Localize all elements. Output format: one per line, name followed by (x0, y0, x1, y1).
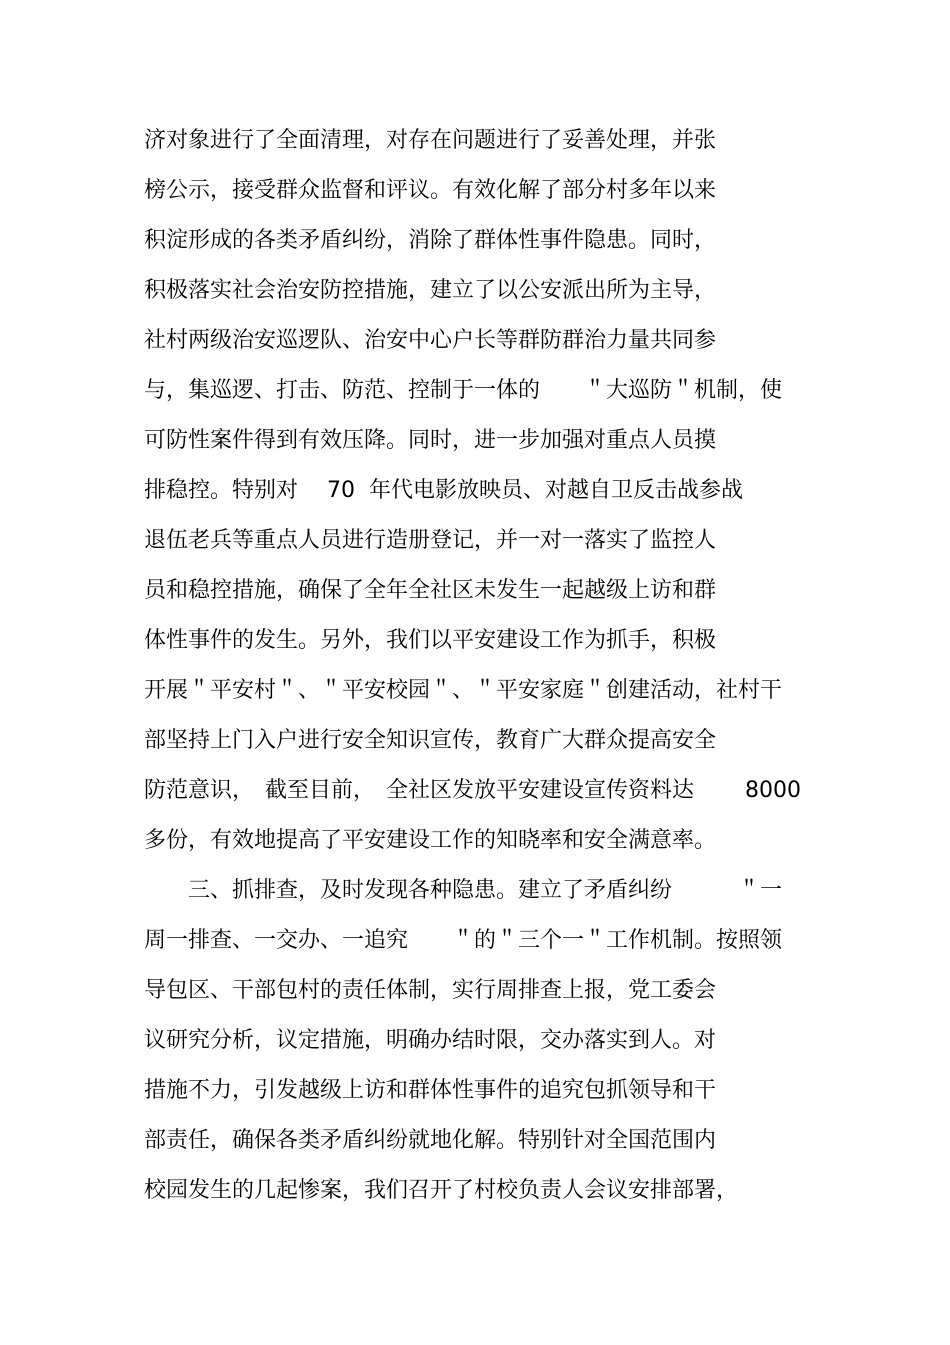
text-line: 与，集巡逻、打击、防范、控制于一体的 ＂大巡防＂机制，使 (144, 378, 783, 403)
text-line: 措施不力，引发越级上访和群体性事件的追究包抓领导和干 (144, 1078, 717, 1103)
text-line: 积淀形成的各类矛盾纠纷，消除了群体性事件隐患。同时， (144, 228, 717, 253)
text-line: 榜公示，接受群众监督和评议。有效化解了部分村多年以来 (144, 178, 717, 203)
text-line: 周一排查、一交办、一追究 ＂的＂三个一＂工作机制。按照领 (144, 928, 783, 953)
text-line: 导包区、干部包村的责任体制，实行周排查上报，党工委会 (144, 978, 717, 1003)
text-line: 部坚持上门入户进行安全知识宣传，教育广大群众提高安全 (144, 728, 717, 753)
text-line: 三、抓排查，及时发现各种隐患。建立了矛盾纠纷 ＂一 (144, 878, 783, 903)
text-line: 防范意识， 截至目前， 全社区发放平安建设宣传资料达 8000 (144, 778, 801, 803)
text-line: 多份，有效地提高了平安建设工作的知晓率和安全满意率。 (144, 828, 717, 853)
text-line: 议研究分析，议定措施，明确办结时限，交办落实到人。对 (144, 1028, 717, 1053)
text-line: 排稳控。特别对 70 年代电影放映员、对越自卫反击战参战 (144, 478, 743, 503)
text-line: 开展＂平安村＂、＂平安校园＂、＂平安家庭＂创建活动，社村干 (144, 678, 783, 703)
text-line: 员和稳控措施，确保了全年全社区未发生一起越级上访和群 (144, 578, 717, 603)
text-line: 积极落实社会治安防控措施，建立了以公安派出所为主导， (144, 278, 717, 303)
text-line: 校园发生的几起惨案，我们召开了村校负责人会议安排部署， (144, 1178, 739, 1203)
text-line: 济对象进行了全面清理，对存在问题进行了妥善处理，并张 (144, 128, 717, 153)
text-line: 体性事件的发生。另外，我们以平安建设工作为抓手，积极 (144, 628, 717, 653)
text-line: 可防性案件得到有效压降。同时，进一步加强对重点人员摸 (144, 428, 717, 453)
text-line: 退伍老兵等重点人员进行造册登记，并一对一落实了监控人 (144, 528, 717, 553)
text-line: 部责任，确保各类矛盾纠纷就地化解。特别针对全国范围内 (144, 1128, 717, 1153)
text-line: 社村两级治安巡逻队、治安中心户长等群防群治力量共同参 (144, 328, 717, 353)
